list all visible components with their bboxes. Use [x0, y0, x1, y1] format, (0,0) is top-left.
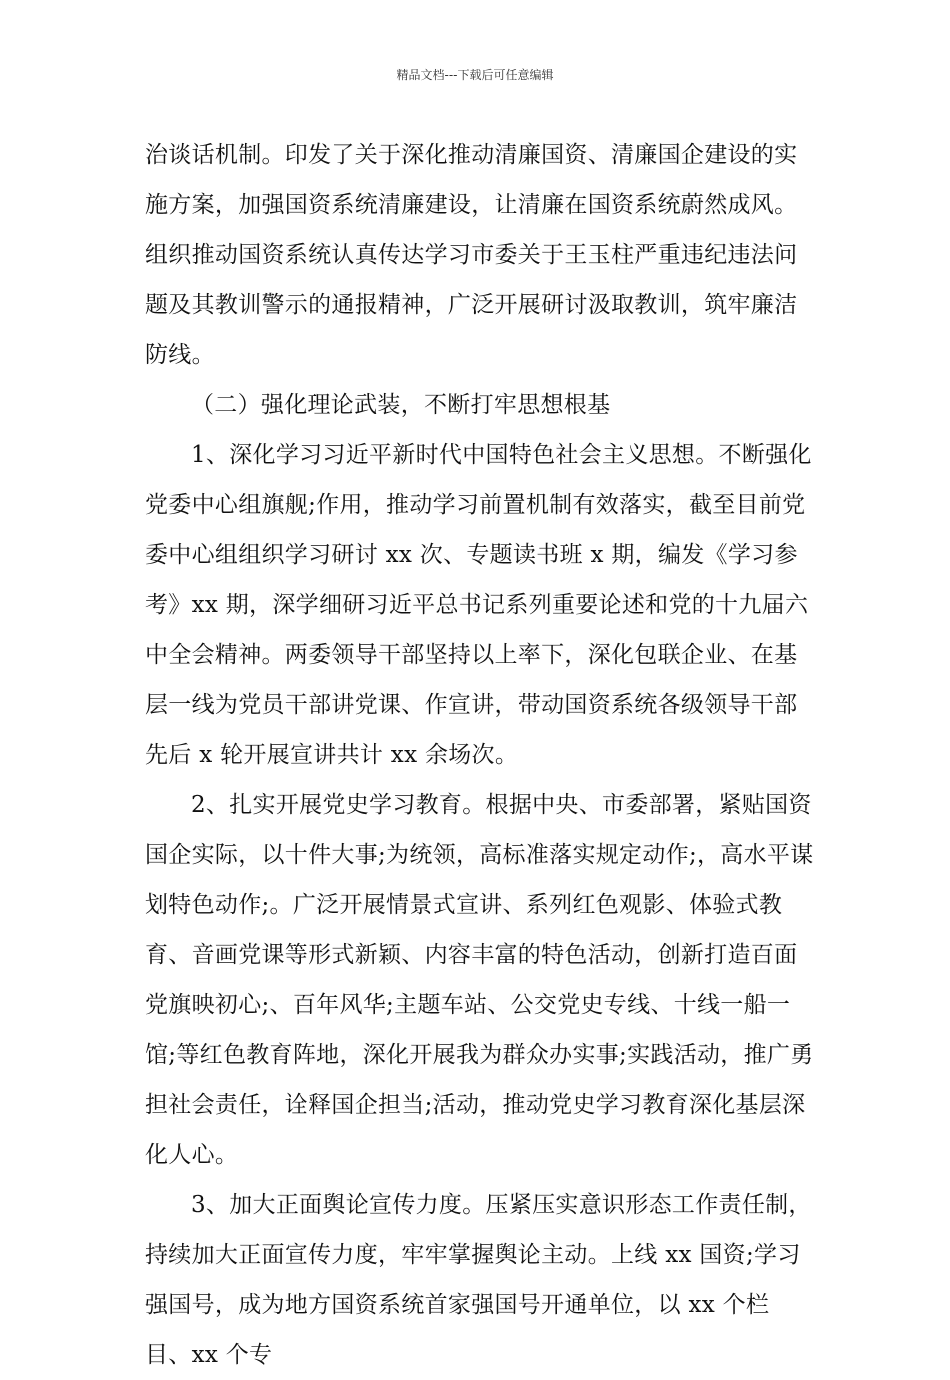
paragraph-item-1: 1、深化学习习近平新时代中国特色社会主义思想。不断强化党委中心组旗舰;作用，推动学习前置机制有效落实，截至目前党委中心组组织学习研讨 xx 次、专题读书班 x 期，编发《学习参考》xx 期，深学细研习近平总书记系列重要论述和党的十九届六中全会精神。两委领导干部坚持以上率下，深化包联企业、在基层一线为党员干部讲党课、作宣讲，带动国资系统各级领导干部先后 x 轮开展宣讲共计 xx 余场次。: [145, 442, 812, 768]
document-body: [145, 130, 815, 1380]
page-header: 精品文档---下载后可任意编辑: [396, 68, 554, 82]
paragraph-continuation: 治谈话机制。印发了关于深化推动清廉国资、清廉国企建设的实施方案，加强国资系统清廉建设，让清廉在国资系统蔚然成风。组织推动国资系统认真传达学习市委关于王玉柱严重违纪违法问题及其教训警示的通报精神，广泛开展研讨汲取教训，筑牢廉洁防线。: [145, 142, 798, 368]
paragraph-item-2: 2、扎实开展党史学习教育。根据中央、市委部署，紧贴国资国企实际，以十件大事;为统领，高标准落实规定动作;，高水平谋划特色动作;。广泛开展情景式宣讲、系列红色观影、体验式教育、音画党课等形式新颖、内容丰富的特色活动，创新打造百面党旗映初心;、百年风华;主题车站、公交党史专线、十线一船一馆;等红色教育阵地，深化开展我为群众办实事;实践活动，推广勇担社会责任，诠释国企担当;活动，推动党史学习教育深化基层深化人心。: [145, 792, 814, 1168]
section-heading: （二）强化理论武装，不断打牢思想根基: [191, 392, 611, 418]
paragraph-item-3: 3、加大正面舆论宣传力度。压紧压实意识形态工作责任制，持续加大正面宣传力度，牢牢掌握舆论主动。上线 xx 国资;学习强国号，成为地方国资系统首家强国号开通单位，以 xx 个栏目、xx 个专: [145, 1192, 812, 1368]
